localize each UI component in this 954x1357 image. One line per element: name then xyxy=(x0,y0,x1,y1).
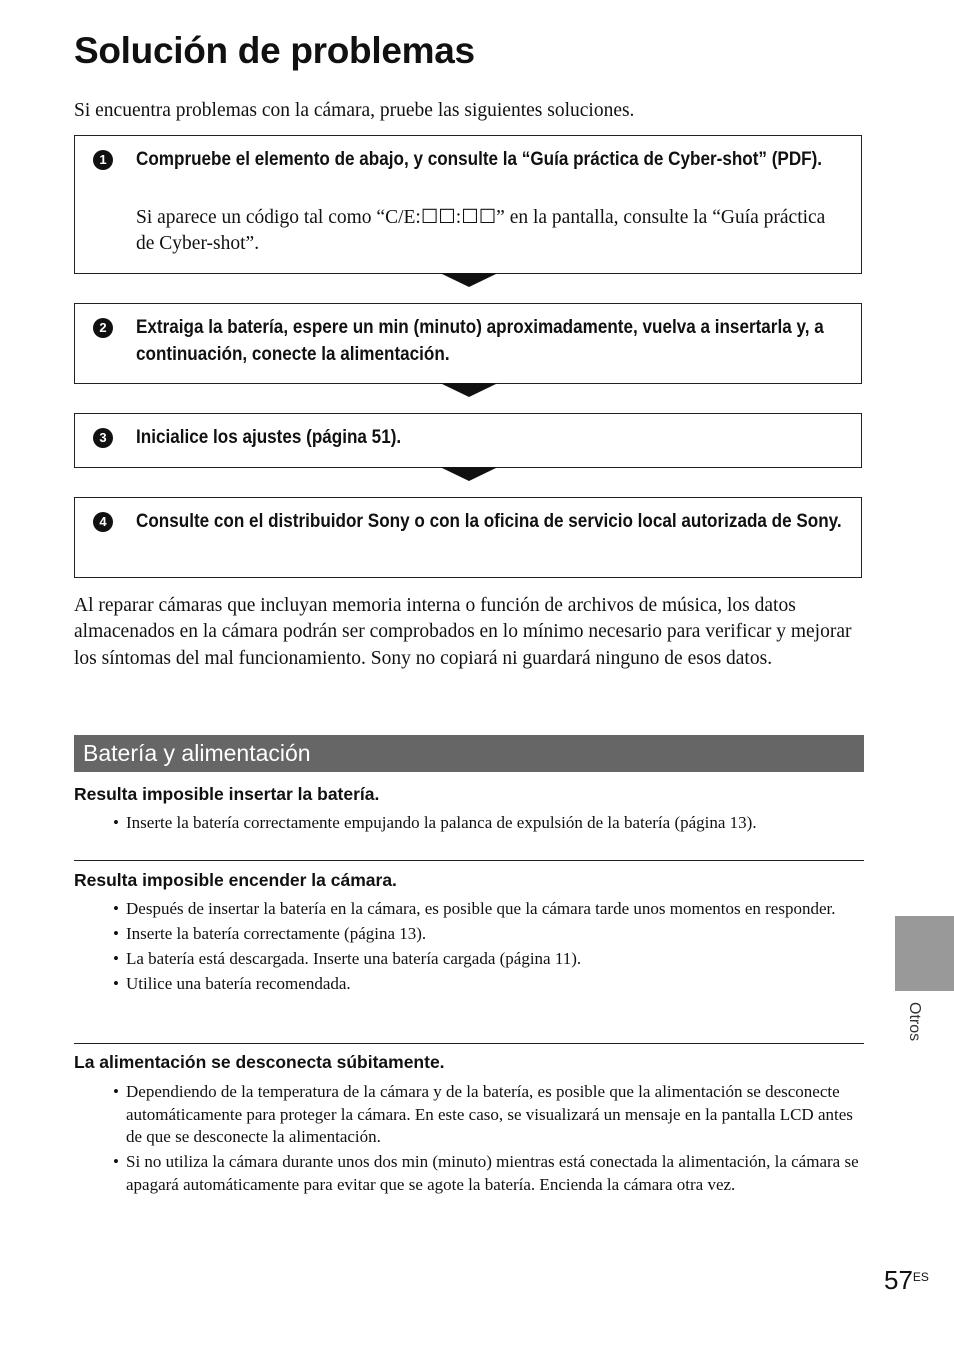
list-item: • Después de insertar la batería en la cámara, es posible que la cámara tarde unos momentos en responder. xyxy=(113,898,865,921)
step-number-1: 1 xyxy=(93,150,113,170)
step-1-heading: Compruebe el elemento de abajo, y consulte la “Guía práctica de Cyber-shot” (PDF). xyxy=(136,149,823,170)
list-item: • Inserte la batería correctamente (página 13). xyxy=(113,923,865,946)
list-item: • Si no utiliza la cámara durante unos dos min (minuto) mientras está conectada la alimentación, la cámara se apagará automáticamente para evitar que se agote la batería. Encienda la cámara otra vez. xyxy=(113,1151,865,1196)
step-number-3: 3 xyxy=(93,428,113,448)
step-2-heading: Extraiga la batería, espere un min (minuto) aproximadamente, vuelva a insertarla y, a continuación, conecte la alimentación. xyxy=(136,317,824,365)
problem-heading: Resulta imposible encender la cámara. xyxy=(74,870,397,890)
divider xyxy=(74,1043,864,1044)
step-number-4: 4 xyxy=(93,512,113,532)
problem-solutions-list xyxy=(113,812,865,837)
step-3-box xyxy=(74,413,862,468)
step-2-box xyxy=(74,303,862,384)
list-item: • Utilice una batería recomendada. xyxy=(113,973,865,996)
step-1-box xyxy=(74,135,862,274)
list-item: • Dependiendo de la temperatura de la cámara y de la batería, es posible que la alimentación se desconecte automáticamente para proteger la cámara. En este caso, se visualizará un mensaje en la pantalla LCD antes de que se desconecte la alimentación. xyxy=(113,1081,865,1149)
down-arrow-icon xyxy=(440,467,498,481)
step-1-body: Si aparece un código tal como “C/E:☐☐:☐☐” en la pantalla, consulte la “Guía práctica de Cyber-shot”. xyxy=(136,207,826,254)
problem-heading: Resulta imposible insertar la batería. xyxy=(74,784,380,804)
page-number-value: 57 xyxy=(884,1265,913,1295)
list-item: • Inserte la batería correctamente empujando la palanca de expulsión de la batería (página 13). xyxy=(113,812,865,835)
chapter-tab xyxy=(895,916,954,991)
step-4-box xyxy=(74,497,862,578)
repair-notice-paragraph: Al reparar cámaras que incluyan memoria interna o función de archivos de música, los datos almacenados en la cámara podrán ser comprobados en lo mínimo necesario para verificar y mejorar los síntomas del mal funcionamiento. Sony no copiará ni guardará ninguno de esos datos. xyxy=(74,595,852,669)
chapter-label: Otros xyxy=(906,1002,923,1042)
page-number xyxy=(884,1265,929,1296)
step-4-heading: Consulte con el distribuidor Sony o con la oficina de servicio local autorizada de Sony. xyxy=(136,511,842,532)
divider xyxy=(74,860,864,861)
step-3-heading: Inicialice los ajustes (página 51). xyxy=(136,427,402,448)
problem-solutions-list xyxy=(113,898,865,998)
page-title: Solución de problemas xyxy=(74,30,475,71)
step-number-2: 2 xyxy=(93,318,113,338)
list-item: • La batería está descargada. Inserte una batería cargada (página 11). xyxy=(113,948,865,971)
page-language-suffix: ES xyxy=(912,1270,929,1284)
problem-solutions-list xyxy=(113,1081,865,1199)
intro-text: Si encuentra problemas con la cámara, pruebe las siguientes soluciones. xyxy=(74,100,635,121)
section-heading: Batería y alimentación xyxy=(74,735,864,772)
problem-heading: La alimentación se desconecta súbitamente. xyxy=(74,1052,445,1072)
down-arrow-icon xyxy=(440,273,498,287)
down-arrow-icon xyxy=(440,383,498,397)
